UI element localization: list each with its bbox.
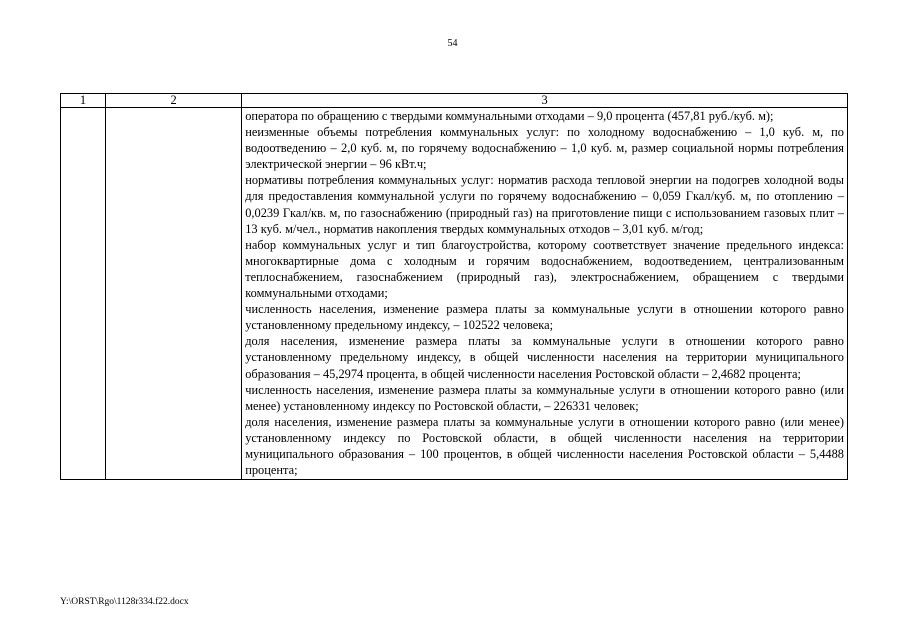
header-cell-2: 2 — [106, 94, 242, 108]
cell-col3 — [242, 108, 848, 480]
footer-file-path: Y:\ORST\Rgo\1128r334.f22.docx — [60, 597, 189, 607]
paragraph-operator-tariff: оператора по обращению с твердыми коммунальными отходами – 9,0 процента (457,81 руб./куб. м); — [245, 109, 774, 123]
document-table — [60, 93, 848, 480]
cell-col2 — [106, 108, 242, 480]
header-cell-3: 3 — [242, 94, 848, 108]
paragraph-population-equal-index: численность населения, изменение размера платы за коммунальные услуги в отношении которого равно установленному предельному индексу, – 102522 человека; — [245, 302, 844, 333]
paragraph-consumption-volumes: неизменные объемы потребления коммунальных услуг: по холодному водоснабжению – 1,0 куб. м, по водоотведению – 2,0 куб. м, по горячему водоснабжению – 1,0 куб. м, размер социальной нормы потребления электрической энергии – 96 кВт.ч; — [245, 125, 844, 172]
table-header-row — [61, 94, 848, 108]
cell-content — [242, 108, 847, 479]
table-row — [61, 108, 848, 480]
cell-col1 — [61, 108, 106, 480]
paragraph-services-set: набор коммунальных услуг и тип благоустройства, которому соответствует значение предельного индекса: многоквартирные дома с холодным и горячим водоснабжением, водоотведением, централизованным теплоснабжением, газоснабжением (природный газ), электроснабжением, обращением с твердыми коммунальными отходами; — [245, 237, 844, 301]
header-cell-1: 1 — [61, 94, 106, 108]
paragraph-share-equal-index: доля населения, изменение размера платы за коммунальные услуги в отношении которого равно установленному предельному индексу, в общей численности населения на территории муниципального образования – 45,2974 процента, в общей численности населения Ростовской области – 2,4682 процента; — [245, 334, 844, 381]
paragraph-share-regional-index: доля населения, изменение размера платы за коммунальные услуги в отношении которого равно (или менее) установленному индексу по Ростовской области, в общей численности населения на территории муниципального образования – 100 процентов, в общей численности населения Ростовской области – 5,4488 процента; — [245, 414, 844, 478]
paragraph-population-regional-index: численность населения, изменение размера платы за коммунальные услуги в отношении которого равно (или менее) установленному индексу по Ростовской области, – 226331 человек; — [245, 382, 844, 413]
paragraph-consumption-norms: нормативы потребления коммунальных услуг: норматив расхода тепловой энергии на подогрев холодной воды для предоставления коммунальной услуги по горячему водоснабжению – 0,059 Гкал/куб. м, по отоплению – 0,0239 Гкал/кв. м, по газоснабжению (природный газ) на приготовление пищи с использованием газовых плит – 13 куб. м/чел., норматив накопления твердых коммунальных отходов – 3,01 куб. м/год; — [245, 173, 844, 236]
page-number: 54 — [447, 38, 458, 49]
